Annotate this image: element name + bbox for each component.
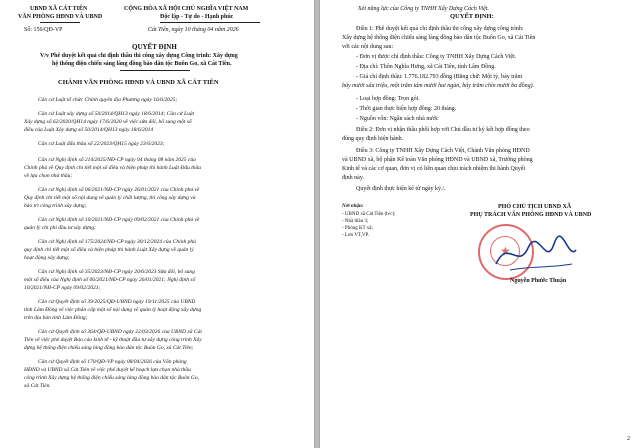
legal-basis-line: trên địa bàn tỉnh Lâm Đồng;: [24, 315, 88, 321]
article-1-line: Xây dựng hệ thống điện chiếu sáng làng đồng bào dân tộc Buôn Go, xã Cát Tiên: [342, 35, 536, 41]
legal-basis-line: điều của Luật Xây dựng số 50/2014/QH13 ngày 18/6/2014: [24, 127, 154, 133]
decides-heading: QUYẾT ĐỊNH:: [450, 13, 494, 20]
recipient-item: - Lưu VT,VP.: [342, 233, 369, 238]
official-seal: ★: [478, 224, 534, 280]
article-3-line: định này.: [342, 175, 364, 181]
contract-type-line: - Loại hợp đồng: Trọn gói.: [356, 96, 420, 102]
signer-title: PHÓ CHỦ TỊCH UBND XÃ: [498, 204, 572, 210]
legal-basis-line: 10/2021/NĐ-CP ngày 09/02/2021;: [24, 285, 101, 291]
legal-basis-line: quản lý chi phí đầu tư xây dựng;: [24, 225, 96, 231]
signer-name: Nguyễn Phước Thuận: [510, 278, 567, 284]
subject-line-1: V/v Phê duyệt kết quả chỉ định thầu thi công xây dựng Công trình: Xây dựng: [40, 53, 238, 59]
signer-office: PHỤ TRÁCH VĂN PHÒNG HĐND VÀ UBND: [470, 212, 592, 218]
recipients-heading: Nơi nhận:: [342, 204, 364, 209]
price-line: - Giá chỉ định thầu: 1.776.182.793 đồng (Bằng chữ: Một tỷ, bảy trăm: [356, 74, 523, 80]
subject-rule: [120, 70, 190, 71]
funding-line: - Nguồn vốn: Ngân sách nhà nước: [356, 116, 439, 122]
legal-basis-line: Căn cứ Luật tổ chức Chính quyền địa Phương ngày 16/6/2025;: [38, 97, 178, 103]
legal-basis-line: Căn cứ Nghị định số 10/2021/NĐ-CP ngày 09/02/2021 của Chính phủ về: [38, 217, 200, 223]
signature: [490, 230, 580, 280]
legal-basis-line: Căn cứ Nghị định số 175/2024/NĐ-CP ngày 30/12/2024 của Chính phủ: [38, 239, 196, 245]
recipient-item: - Phòng KT xã;: [342, 226, 373, 231]
legal-basis-line: tỉnh Lâm Đồng về việc phân cấp một số nội dung về quản lý hoạt động xây dựng: [24, 307, 202, 313]
legal-basis-line: quy định chi tiết một số điều và biện pháp thi hành Luật Xây dựng về quản lý: [24, 247, 194, 253]
consideration-line: Xét năng lực của Công ty TNHH Xây Dựng Cách Việt.: [358, 6, 489, 12]
article-2-line: đúng quy định hiện hành.: [342, 136, 404, 142]
subject-line-2: hệ thống điện chiếu sáng làng đồng bào dân tộc Buôn Go, xã Cát Tiên.: [52, 61, 232, 67]
article-2-line: Điều 2: Đơn vị nhận thầu phối hợp với Chủ đầu tư ký kết hợp đồng theo: [356, 127, 530, 133]
document-page-2: [320, 0, 640, 448]
duration-line: - Thời gian thực hiện hợp đồng: 20 tháng.: [356, 106, 457, 112]
legal-basis-line: công trình Xây dựng hệ thống điện chiếu sáng làng đồng bào dân tộc Buôn Go,: [24, 375, 200, 381]
contractor-line: - Đơn vị được chỉ định thầu: Công ty TNHH Xây Dựng Cách Việt.: [356, 54, 517, 60]
legal-basis-line: Căn cứ Quyết định số 364/QĐ-UBND ngày 22/03/2026 của UBND xã Cát: [38, 329, 202, 335]
document-date: Cát Tiên, ngày 10 tháng 04 năm 2026: [148, 27, 239, 33]
price-words-line: bảy mươi sáu triệu, một trăm tám mươi hai ngàn, bảy trăm chín mươi ba đồng).: [342, 83, 535, 89]
legal-basis-line: hoạt động xây dựng;: [24, 255, 70, 261]
article-1-line: Điều 1: Phê duyệt kết quả chỉ định thầu thi công xây dựng công trình:: [356, 26, 524, 32]
legal-basis-line: Quy định chi tiết một số nội dung về quản lý chất lượng, thi công xây dựng và: [24, 195, 196, 201]
recipient-item: - UBND xã Cát Tiên (b/c);: [342, 212, 396, 217]
legal-basis-line: dựng hệ thống điện chiếu sáng làng đồng bào dân tộc Buôn Go, xã Cát Tiên;: [24, 345, 194, 351]
document-page-1: [0, 0, 314, 448]
legal-basis-line: HĐND và UBND xã Cát Tiên về việc phê duyệt kế hoạch lựa chọn nhà thầu: [24, 367, 191, 373]
legal-basis-line: Tiên về việc phê duyệt Báo cáo kinh tế - kỹ thuật đầu tư xây dựng công trình Xây: [24, 337, 202, 343]
legal-basis-line: Căn cứ Luật đấu thầu số 22/2023/QH15 ngày 23/6/2023;: [38, 141, 165, 147]
legal-basis-line: Căn cứ Nghị định số 214/2025/NĐ-CP ngày 04 tháng 08 năm 2025 của: [38, 157, 196, 163]
header-rule-left: [40, 22, 80, 23]
header-rule-right: [160, 22, 260, 23]
legal-basis-line: xã Cát Tiên.: [24, 383, 51, 389]
article-3-line: Kinh tế và các cơ quan, đơn vị có liên quan chịu trách nhiệm thi hành Quyết: [342, 166, 526, 172]
article-1-line: với các nội dung sau:: [342, 44, 394, 50]
legal-basis-line: về lựa chọn nhà thầu;: [24, 173, 73, 179]
effective-line: Quyết định thực hiện kể từ ngày ký./.: [356, 186, 446, 192]
legal-basis-line: Căn cứ Quyết định số 170/QĐ-VP ngày 08/04/2026 của Văn phòng: [38, 359, 187, 365]
issuing-org: UBND XÃ CÁT TIÊN: [30, 6, 88, 12]
article-3-line: và UBND xã, bộ phận Kế toán Văn phòng HĐND và UBND xã, Trưởng phòng: [342, 157, 533, 163]
national-motto: Độc lập - Tự do - Hạnh phúc: [160, 14, 234, 20]
article-3-line: Điều 3: Công ty TNHH Xây Dựng Cách Việt, Chánh Văn phòng HĐND: [356, 148, 530, 154]
address-line: - Địa chỉ: Thôn Nghĩa Hưng, xã Cát Tiên, tỉnh Lâm Đồng.: [356, 64, 496, 70]
legal-basis-line: Căn cứ Quyết định số 39/2025/QĐ-UBND ngày 19/11/2025 của UBND: [38, 299, 196, 305]
page-number: 2: [627, 436, 630, 442]
legal-basis-line: một số điều của Nghị định số 06/2021/NĐ-CP ngày 26/01/2021; Nghị định số: [24, 277, 196, 283]
issuing-office: VĂN PHÒNG HĐND VÀ UBND: [18, 14, 103, 20]
recipient-item: - Nhà thầu 3;: [342, 219, 369, 224]
issuing-authority: CHÁNH VĂN PHÒNG HĐND VÀ UBND XÃ CÁT TIÊN: [58, 79, 219, 86]
document-number: Số: 156/QĐ-VP: [24, 27, 63, 33]
legal-basis-line: Xây dựng số 62/2020/QH14 ngày 17/6/2020 về việc sửa đổi, bổ sung một số: [24, 119, 192, 125]
decision-title: QUYẾT ĐỊNH: [132, 43, 177, 51]
legal-basis-line: Căn cứ Luật xây dựng số 50/2014/QH13 ngày 18/6/2014; Căn cứ Luật: [38, 111, 195, 117]
national-title: CỘNG HÒA XÃ HỘI CHỦ NGHĨA VIỆT NAM: [124, 6, 249, 12]
legal-basis-line: Căn cứ Nghị định số 06/2021/NĐ-CP ngày 26/01/2021 của Chính phủ về: [38, 187, 200, 193]
legal-basis-line: Chính phủ về Quy định chi tiết một số điều và biện pháp thi hành Luật Đấu thầu: [24, 165, 202, 171]
legal-basis-line: Căn cứ Nghị định số 35/2023/NĐ-CP ngày 20/6/2023 Sửa đổi, bổ sung: [38, 269, 195, 275]
legal-basis-line: bảo trì công trình xây dựng;: [24, 203, 87, 209]
